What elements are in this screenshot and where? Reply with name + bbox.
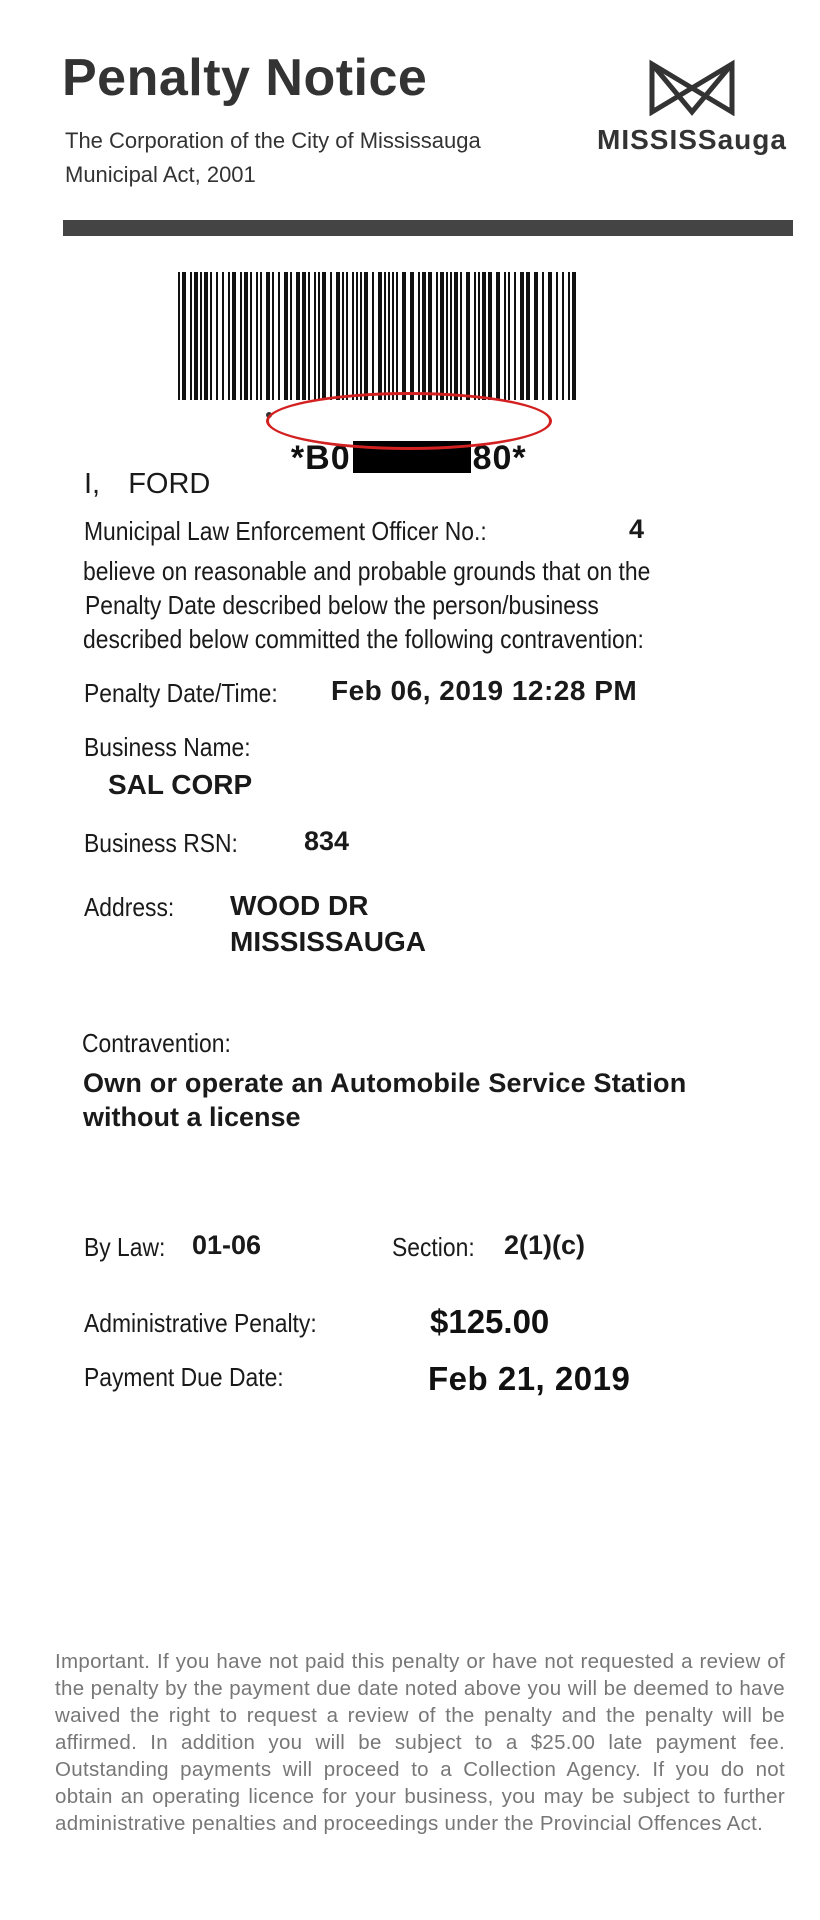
barcode-bar: [178, 272, 180, 400]
business-rsn-value: 834: [304, 826, 350, 856]
barcode-bar: [504, 272, 506, 400]
barcode-bar: [278, 272, 280, 400]
barcode-bar: [194, 272, 198, 400]
barcode-bar: [474, 272, 476, 400]
barcode-bar: [478, 272, 480, 400]
barcode-bar: [256, 272, 258, 400]
barcode-bar: [496, 272, 500, 400]
barcode-bar: [388, 272, 390, 400]
officer-number: 4: [629, 514, 645, 544]
address-label: Address:: [84, 892, 175, 922]
barcode-bar: [190, 272, 192, 400]
barcode-bar: [360, 272, 362, 400]
officer-line: [84, 468, 210, 501]
barcode-bar: [346, 272, 348, 400]
barcode-bar: [244, 272, 248, 400]
ticket-number-suffix: 80*: [472, 439, 527, 477]
barcode-bar: [378, 272, 382, 400]
barcode-bar: [182, 272, 186, 400]
barcode-bar: [428, 272, 432, 400]
admin-penalty-value: $125.00: [430, 1303, 550, 1340]
business-name-label: Business Name:: [84, 732, 251, 762]
notice-title: Penalty Notice: [62, 49, 428, 107]
business-name-value: SAL CORP: [108, 769, 253, 800]
barcode-bar: [302, 272, 306, 400]
mississauga-logo-text: MISSISSauga: [597, 124, 787, 155]
barcode-bar: [396, 272, 398, 400]
barcode-bar: [450, 272, 452, 400]
barcode-bar: [526, 272, 530, 400]
barcode-bar: [290, 272, 292, 400]
barcode-bar: [372, 272, 374, 400]
barcode-bar: [520, 272, 524, 400]
ticket-number-prefix: *B0: [290, 439, 351, 477]
belief-line-1: believe on reasonable and probable grounds that on the: [83, 556, 651, 586]
contravention-line-2: without a license: [83, 1102, 301, 1132]
officer-i: I,: [84, 468, 101, 500]
barcode-bar: [222, 272, 224, 400]
barcode-bar: [542, 272, 544, 400]
barcode-bar: [342, 272, 344, 400]
barcode-bar: [272, 272, 274, 400]
business-rsn-label: Business RSN:: [84, 828, 238, 858]
barcode-bar: [454, 272, 458, 400]
barcode-bar: [314, 272, 316, 400]
barcode-bar: [210, 272, 212, 400]
barcode-bar: [466, 272, 470, 400]
barcode-bar: [534, 272, 538, 400]
barcode-bar: [410, 272, 414, 400]
barcode-bar: [562, 272, 564, 400]
barcode-bar: [514, 272, 516, 400]
ticket-number-circle: [266, 392, 552, 450]
penalty-date-label: Penalty Date/Time:: [84, 678, 278, 708]
barcode-bar: [200, 272, 202, 400]
barcode-bar: [232, 272, 236, 400]
contravention-label: Contravention:: [82, 1028, 231, 1058]
belief-line-3: described below committed the following contravention:: [83, 624, 644, 654]
barcode-bar: [216, 272, 218, 400]
barcode-bar: [204, 272, 208, 400]
barcode-bar: [568, 272, 570, 400]
belief-line-2: Penalty Date described below the person/business: [85, 590, 599, 620]
barcode-bar: [336, 272, 340, 400]
barcode-bar: [308, 272, 310, 400]
barcode-bar: [266, 272, 270, 400]
payment-due-value: Feb 21, 2019: [428, 1360, 631, 1397]
barcode-bar: [250, 272, 252, 400]
barcode-bar: [228, 272, 230, 400]
admin-penalty-label: Administrative Penalty:: [84, 1308, 317, 1338]
important-notice: Important. If you have not paid this penalty or have not requested a review of the penalty by the payment due date noted above you will be deemed to have waived the right to request a review of the penalty and the penalty will be affirmed. In addition you will be subject to a $25.00 late payment fee. Outstanding payments will proceed to a Collection Agency. If you do not obtain an operating licence for your business, you may be subject to further administrative penalties and proceedings under the Provincial Offences Act.: [55, 1650, 785, 1835]
barcode-bar: [260, 272, 262, 400]
barcode-bar: [548, 272, 552, 400]
barcode-bar: [402, 272, 406, 400]
barcode-bar: [296, 272, 300, 400]
barcode-bar: [488, 272, 492, 400]
barcode-bar: [440, 272, 444, 400]
penalty-date-value: Feb 06, 2019 12:28 PM: [331, 675, 638, 706]
barcode-bar: [418, 272, 420, 400]
barcode-bar: [392, 272, 394, 400]
barcode-bar: [556, 272, 558, 400]
barcode: [178, 272, 582, 400]
barcode-bar: [422, 272, 426, 400]
barcode-bar: [352, 272, 354, 400]
section-value: 2(1)(c): [504, 1230, 586, 1260]
barcode-bar: [330, 272, 332, 400]
barcode-bar: [436, 272, 438, 400]
contravention-line-1: Own or operate an Automobile Service Station: [83, 1068, 687, 1098]
section-label: Section:: [392, 1232, 475, 1262]
barcode-bar: [572, 272, 576, 400]
payment-due-label: Payment Due Date:: [84, 1362, 284, 1392]
barcode-bar: [384, 272, 386, 400]
barcode-bar: [364, 272, 368, 400]
officer-name: FORD: [128, 468, 211, 500]
bylaw-label: By Law:: [84, 1232, 166, 1262]
barcode-bar: [284, 272, 288, 400]
officer-number-label: Municipal Law Enforcement Officer No.:: [84, 516, 487, 546]
barcode-bar: [446, 272, 448, 400]
address-line-2: MISSISSAUGA: [230, 926, 427, 957]
mississauga-logo-icon: [648, 58, 736, 116]
barcode-bar: [508, 272, 510, 400]
barcode-bar: [482, 272, 486, 400]
header-divider: [63, 220, 793, 236]
barcode-bar: [240, 272, 242, 400]
barcode-bar: [322, 272, 326, 400]
barcode-bar: [356, 272, 358, 400]
corporation-line: The Corporation of the City of Mississauga: [65, 128, 481, 153]
barcode-bar: [460, 272, 462, 400]
act-line: Municipal Act, 2001: [65, 162, 256, 187]
barcode-bar: [318, 272, 320, 400]
bylaw-value: 01-06: [192, 1230, 262, 1260]
address-line-1: WOOD DR: [230, 890, 369, 921]
